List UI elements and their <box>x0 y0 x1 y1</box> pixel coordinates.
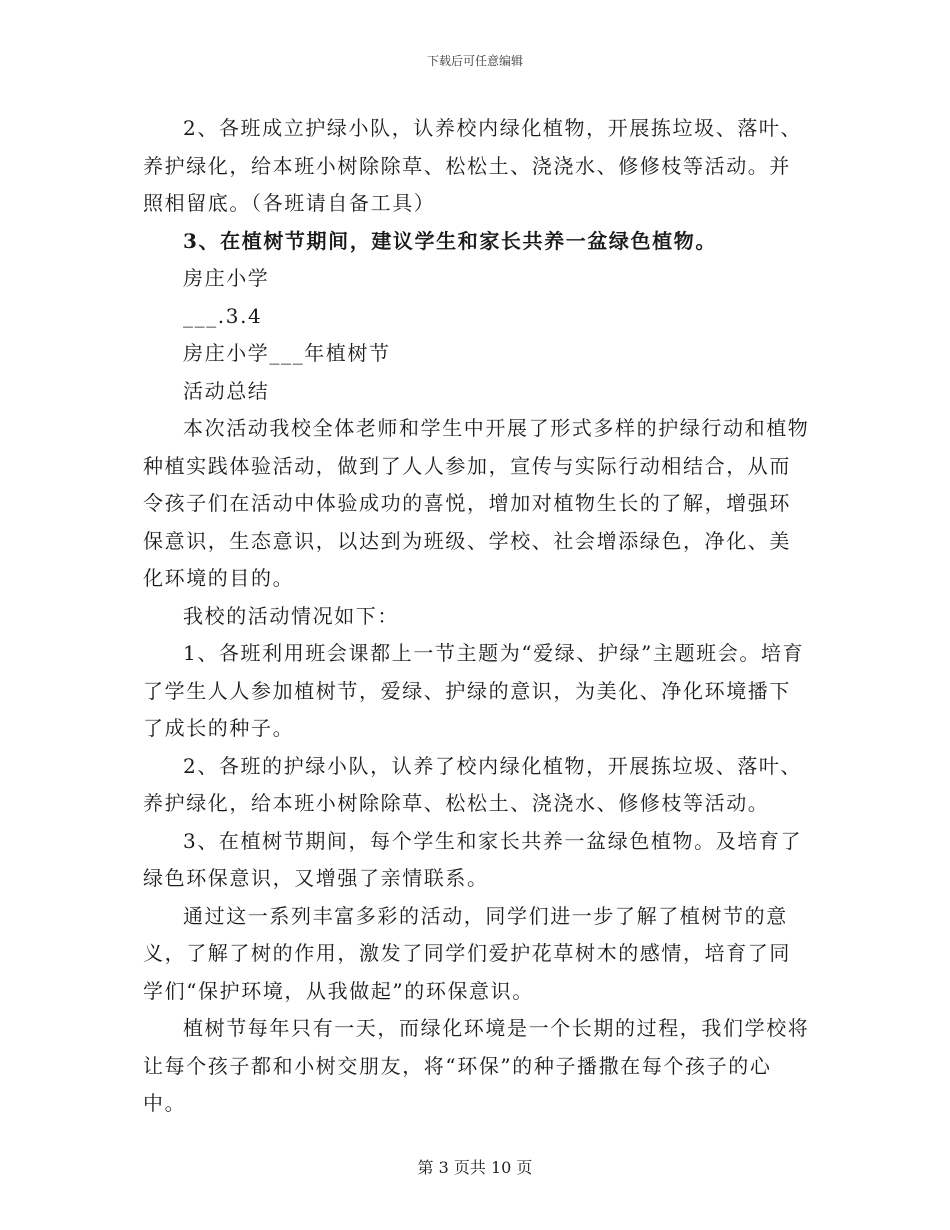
activity-item-1: 1、各班利用班会课都上一节主题为“爱绿、护绿”主题班会。培育了学生人人参加植树节，爱绿、护绿的意识，为美化、净化环境播下了成长的种子。 <box>143 641 805 740</box>
document-date: ___.3.4 <box>183 303 263 328</box>
summary-intro-paragraph: 本次活动我校全体老师和学生中开展了形式多样的护绿行动和植物种植实践体验活动，做到了人人参加，宣传与实际行动相结合，从而令孩子们在活动中体验成功的喜悦，增加对植物生长的了解，增强环保意识，生态意识，以达到为班级、学校、社会增添绿色，净化、美化环境的目的。 <box>143 416 810 590</box>
summary-title: 房庄小学___年植树节 <box>183 341 391 365</box>
activity-item-3: 3、在植树节期间，每个学生和家长共养一盆绿色植物。及培育了绿色环保意识，又增强了亲情联系。 <box>143 828 803 890</box>
page-number-footer: 第 3 页共 10 页 <box>417 1158 533 1177</box>
school-name: 房庄小学 <box>183 266 270 290</box>
paragraph-item-2-green-team: 2、各班成立护绿小队，认养校内绿化植物，开展拣垃圾、落叶、养护绿化，给本班小树除除草、松松土、浇浇水、修修枝等活动。并照相留底。（各班请自备工具） <box>143 116 803 215</box>
document-body <box>143 110 810 1123</box>
summary-subtitle: 活动总结 <box>183 378 270 403</box>
activity-overview-heading: 我校的活动情况如下： <box>183 603 399 628</box>
closing-paragraph: 植树节每年只有一天，而绿化环境是一个长期的过程，我们学校将让每个孩子都和小树交朋友，将“环保”的种子播撒在每个孩子的心中。 <box>143 1016 810 1115</box>
paragraph-item-3-shared-plant: 3、在植树节期间，建议学生和家长共养一盆绿色植物。 <box>183 228 717 253</box>
page-header: 下载后可任意编辑 <box>426 54 523 68</box>
conclusion-paragraph: 通过这一系列丰富多彩的活动，同学们进一步了解了植树节的意义，了解了树的作用，激发了同学们爱护花草树木的感情，培育了同学们“保护环境，从我做起”的环保意识。 <box>143 903 791 1003</box>
activity-item-2: 2、各班的护绿小队，认养了校内绿化植物，开展拣垃圾、落叶、养护绿化，给本班小树除除草、松松土、浇浇水、修修枝等活动。 <box>143 753 803 815</box>
